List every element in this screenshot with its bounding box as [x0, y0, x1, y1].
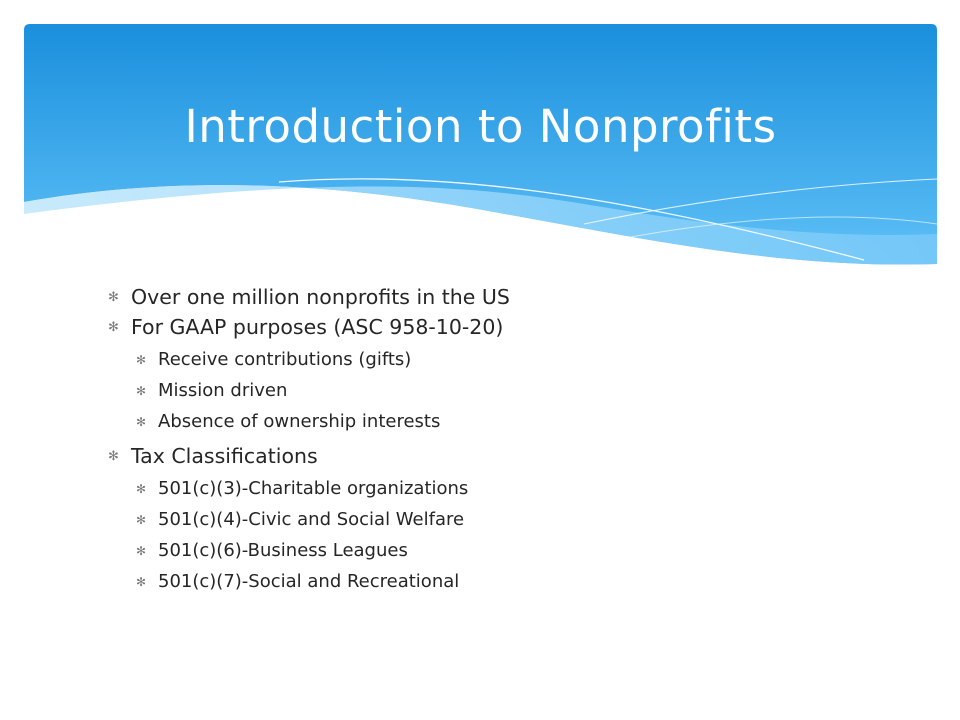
sub-bullet-text: 501(c)(3)-Charitable organizations: [158, 478, 469, 499]
bullet-text: Over one million nonprofits in the US: [131, 285, 510, 309]
bullet-text: For GAAP purposes (ASC 958-10-20): [131, 315, 504, 339]
slide-title: Introduction to Nonprofits: [184, 100, 777, 153]
asterisk-bullet-icon: ✻: [136, 384, 147, 398]
sub-bullet-item: [131, 566, 888, 597]
bullet-content: [108, 282, 888, 601]
sub-bullet-item: [131, 504, 888, 535]
sub-bullet-text: Receive contributions (gifts): [158, 349, 412, 370]
bullet-item: [108, 282, 888, 312]
asterisk-bullet-icon: ✻: [136, 482, 147, 496]
sub-bullet-item: [131, 344, 888, 375]
bullet-item: [108, 441, 888, 597]
asterisk-bullet-icon: ✻: [136, 353, 147, 367]
bullet-list: [108, 282, 888, 597]
asterisk-bullet-icon: ✻: [136, 415, 147, 429]
asterisk-bullet-icon: ✻: [136, 544, 147, 558]
asterisk-bullet-icon: ✻: [108, 449, 119, 464]
sub-bullet-text: 501(c)(7)-Social and Recreational: [158, 571, 460, 592]
title-banner: [24, 24, 937, 269]
sub-bullet-text: Absence of ownership interests: [158, 411, 441, 432]
sub-bullet-item: [131, 406, 888, 437]
sub-bullet-text: Mission driven: [158, 380, 288, 401]
asterisk-bullet-icon: ✻: [108, 320, 119, 335]
asterisk-bullet-icon: ✻: [136, 513, 147, 527]
sub-bullet-list: [131, 344, 888, 437]
asterisk-bullet-icon: ✻: [136, 575, 147, 589]
sub-bullet-list: [131, 473, 888, 597]
sub-bullet-text: 501(c)(6)-Business Leagues: [158, 540, 408, 561]
sub-bullet-text: 501(c)(4)-Civic and Social Welfare: [158, 509, 465, 530]
bullet-item: [108, 312, 888, 437]
asterisk-bullet-icon: ✻: [108, 290, 119, 305]
sub-bullet-item: [131, 535, 888, 566]
sub-bullet-item: [131, 473, 888, 504]
bullet-text: Tax Classifications: [131, 444, 318, 468]
sub-bullet-item: [131, 375, 888, 406]
